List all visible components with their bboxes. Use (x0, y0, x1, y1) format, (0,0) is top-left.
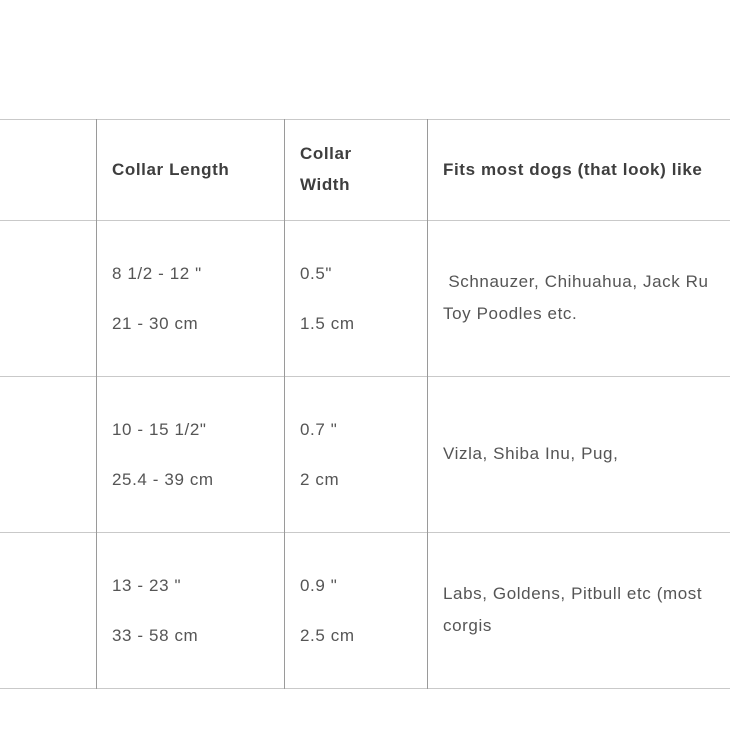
header-fits: Fits most dogs (that look) like (443, 160, 703, 179)
table-top-border (0, 119, 730, 120)
fits-breeds-line1: Schnauzer, Chihuahua, Jack Ru (443, 272, 709, 291)
row-divider (0, 532, 730, 533)
header-bottom-border (0, 220, 730, 221)
header-collar-width-line2: Width (300, 175, 351, 194)
fits-breeds-line2: corgis (443, 616, 492, 635)
collar-width-inches: 0.9 " (300, 576, 338, 595)
collar-length-inches: 8 1/2 - 12 " (112, 264, 202, 283)
collar-width-cm: 2 cm (300, 470, 340, 489)
row-divider (0, 376, 730, 377)
column-divider (96, 119, 97, 689)
fits-breeds-line2: Toy Poodles etc. (443, 304, 578, 323)
collar-length-cm: 25.4 - 39 cm (112, 470, 214, 489)
collar-length-inches: 10 - 15 1/2" (112, 420, 207, 439)
column-divider (284, 119, 285, 689)
collar-width-cm: 1.5 cm (300, 314, 355, 333)
collar-length-cm: 33 - 58 cm (112, 626, 199, 645)
header-collar-width-line1: Collar (300, 144, 352, 163)
collar-width-inches: 0.5" (300, 264, 333, 283)
collar-length-cm: 21 - 30 cm (112, 314, 199, 333)
table-bottom-border (0, 688, 730, 689)
column-divider (427, 119, 428, 689)
collar-length-inches: 13 - 23 " (112, 576, 182, 595)
fits-breeds-line1: Vizla, Shiba Inu, Pug, (443, 444, 619, 463)
header-collar-length: Collar Length (112, 160, 230, 179)
collar-width-inches: 0.7 " (300, 420, 338, 439)
fits-breeds-line1: Labs, Goldens, Pitbull etc (most (443, 584, 703, 603)
collar-width-cm: 2.5 cm (300, 626, 355, 645)
